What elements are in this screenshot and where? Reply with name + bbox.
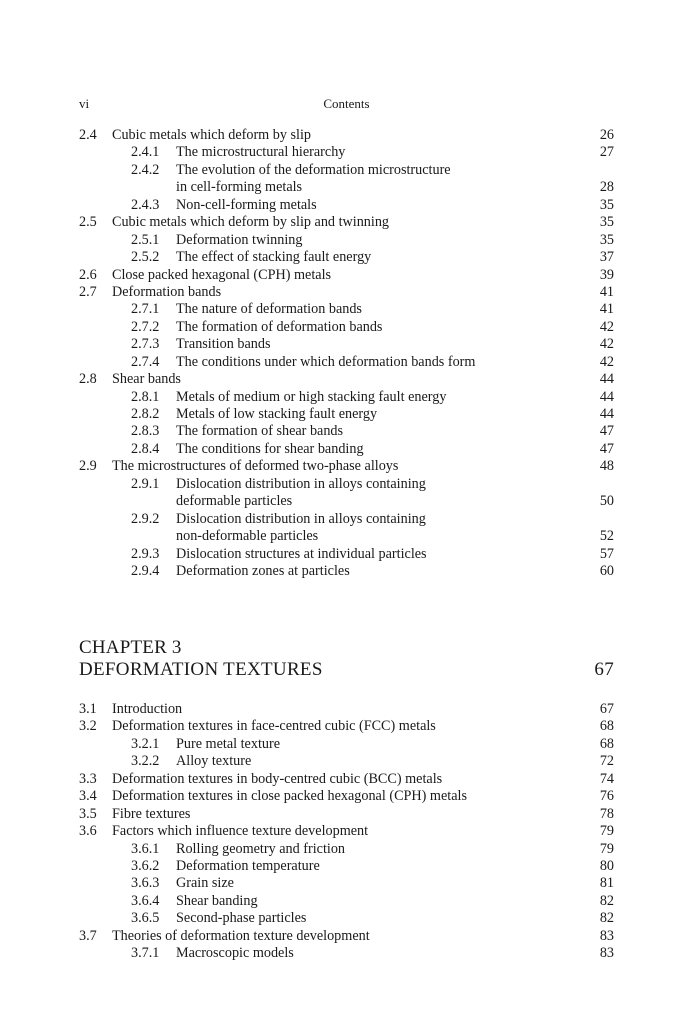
toc-entry xyxy=(79,893,614,910)
toc-entry-page: 76 xyxy=(599,788,614,805)
toc-entry-number: 3.6.4 xyxy=(131,892,160,909)
toc-entry-number: 2.7.4 xyxy=(131,353,160,370)
toc-entry-page: 74 xyxy=(599,770,614,787)
toc-entry-title: Deformation temperature xyxy=(176,857,320,874)
toc-entry-page: 68 xyxy=(599,718,614,735)
toc-entry-title: Cubic metals which deform by slip and twinning xyxy=(112,214,390,231)
toc-section-chapter-2 xyxy=(79,127,614,580)
chapter-heading xyxy=(79,637,614,681)
toc-entry-title: Factors which influence texture development xyxy=(112,823,369,840)
toc-entry-title: Cubic metals which deform by slip xyxy=(112,127,311,143)
toc-entry xyxy=(79,736,614,753)
toc-entry-title: Transition bands xyxy=(176,336,271,353)
toc-entry-number: 3.2.2 xyxy=(131,753,160,770)
toc-entry-page: 47 xyxy=(599,440,614,457)
toc-entry-page: 79 xyxy=(599,823,614,840)
toc-entry xyxy=(79,162,614,179)
toc-entry-title: The microstructural hierarchy xyxy=(176,144,346,161)
chapter-label: CHAPTER 3 xyxy=(79,637,182,658)
toc-entry-number: 3.6.3 xyxy=(131,875,160,892)
toc-entry-page: 82 xyxy=(599,910,614,927)
toc-entry-number: 2.8.2 xyxy=(131,406,160,422)
toc-entry-number: 2.4.3 xyxy=(131,196,160,213)
toc-entry-page: 35 xyxy=(599,196,614,213)
toc-entry-page: 28 xyxy=(599,179,614,196)
toc-entry-page: 39 xyxy=(599,266,614,283)
toc-entry xyxy=(79,788,614,805)
toc-entry-number: 3.6.1 xyxy=(131,840,160,857)
toc-entry-title: The formation of shear bands xyxy=(176,423,344,440)
toc-entry xyxy=(79,546,614,563)
toc-section-chapter-3 xyxy=(79,701,614,963)
toc-entry-title: Introduction xyxy=(112,701,183,717)
toc-entry-title: The effect of stacking fault energy xyxy=(176,249,372,266)
toc-entry-number: 2.9 xyxy=(79,458,97,475)
toc-entry-title: Theories of deformation texture development xyxy=(112,927,370,944)
toc-entry xyxy=(79,493,614,510)
toc-entry-title: The conditions for shear banding xyxy=(176,440,364,457)
toc-entry xyxy=(79,354,614,371)
toc-entry-number: 2.7 xyxy=(79,283,97,300)
toc-entry xyxy=(79,127,614,144)
toc-entry xyxy=(79,528,614,545)
toc-entry xyxy=(79,371,614,388)
toc-entry xyxy=(79,389,614,406)
toc-entry xyxy=(79,144,614,161)
toc-entry xyxy=(79,476,614,493)
toc-entry-number: 2.9.3 xyxy=(131,545,160,562)
toc-entry-number: 3.7 xyxy=(79,927,97,944)
toc-entry-title: Non-cell-forming metals xyxy=(176,196,317,213)
toc-entry-number: 3.6 xyxy=(79,823,97,840)
toc-entry-number: 2.7.1 xyxy=(131,301,160,318)
toc-entry xyxy=(79,928,614,945)
toc-entry-number: 2.5.1 xyxy=(131,231,160,248)
toc-entry xyxy=(79,841,614,858)
toc-entry-number: 2.5.2 xyxy=(131,249,160,266)
toc-entry-page: 44 xyxy=(599,406,614,422)
toc-entry-number: 3.6.5 xyxy=(131,910,160,927)
toc-entry-number: 2.8.1 xyxy=(131,388,160,405)
toc-entry xyxy=(79,423,614,440)
toc-entry-title: Close packed hexagonal (CPH) metals xyxy=(112,266,332,283)
toc-entry-number: 3.7.1 xyxy=(131,945,160,962)
toc-entry-number: 2.4 xyxy=(79,127,97,143)
toc-entry-page: 80 xyxy=(599,857,614,874)
toc-entry xyxy=(79,267,614,284)
toc-entry-number: 3.3 xyxy=(79,770,97,787)
toc-entry-number: 2.4.2 xyxy=(131,161,160,178)
toc-entry-number: 2.4.1 xyxy=(131,144,160,161)
toc-entry-number: 2.9.1 xyxy=(131,475,160,492)
toc-entry xyxy=(79,875,614,892)
toc-entry xyxy=(79,718,614,735)
toc-entry-number: 3.2 xyxy=(79,718,97,735)
toc-entry-page: 50 xyxy=(599,493,614,510)
running-title: Contents xyxy=(323,96,370,111)
toc-entry-page: 26 xyxy=(599,127,614,143)
toc-entry xyxy=(79,458,614,475)
toc-entry-title: Second-phase particles xyxy=(176,910,307,927)
toc-entry-title: Deformation bands xyxy=(112,283,222,300)
toc-entry-page: 67 xyxy=(599,701,614,717)
toc-entry-number: 2.8.4 xyxy=(131,440,160,457)
page-header xyxy=(79,96,614,114)
toc-entry-title: non-deformable particles xyxy=(176,528,319,545)
toc-entry-title: Pure metal texture xyxy=(176,735,281,752)
toc-entry-page: 83 xyxy=(599,945,614,962)
toc-entry-page: 81 xyxy=(599,875,614,892)
page-folio: vi xyxy=(79,96,90,111)
toc-entry-title: deformable particles xyxy=(176,493,293,510)
toc-entry-number: 3.2.1 xyxy=(131,735,160,752)
toc-entry xyxy=(79,406,614,423)
toc-entry xyxy=(79,945,614,962)
toc-entry-page: 27 xyxy=(599,144,614,161)
toc-entry-title: Shear banding xyxy=(176,892,258,909)
toc-entry xyxy=(79,563,614,580)
chapter-page-number: 67 xyxy=(594,659,614,680)
toc-entry-title: Metals of medium or high stacking fault energy xyxy=(176,388,447,405)
toc-entry-title: Dislocation distribution in alloys containing xyxy=(176,510,426,527)
toc-entry-title: The conditions under which deformation bands form xyxy=(176,353,476,370)
chapter-title: DEFORMATION TEXTURES xyxy=(79,659,323,680)
toc-entry-title: The formation of deformation bands xyxy=(176,318,383,335)
toc-entry-number: 2.8.3 xyxy=(131,423,160,440)
toc-entry xyxy=(79,249,614,266)
toc-entry-page: 52 xyxy=(599,528,614,545)
toc-entry-page: 48 xyxy=(599,458,614,475)
toc-entry-page: 83 xyxy=(599,927,614,944)
toc-entry xyxy=(79,823,614,840)
toc-entry xyxy=(79,511,614,528)
toc-entry xyxy=(79,232,614,249)
toc-entry-title: Alloy texture xyxy=(176,753,252,770)
toc-entry-number: 2.7.2 xyxy=(131,318,160,335)
toc-entry xyxy=(79,858,614,875)
toc-entry-page: 41 xyxy=(599,301,614,318)
toc-entry-page: 79 xyxy=(599,840,614,857)
toc-entry xyxy=(79,806,614,823)
toc-entry xyxy=(79,284,614,301)
toc-entry-title: The evolution of the deformation microstructure xyxy=(176,161,451,178)
toc-entry-page: 42 xyxy=(599,336,614,353)
toc-entry xyxy=(79,753,614,770)
toc-entry-title: Grain size xyxy=(176,875,234,892)
toc-entry-title: Shear bands xyxy=(112,371,181,388)
toc-entry-page: 57 xyxy=(599,545,614,562)
toc-entry-title: Deformation textures in body-centred cubic (BCC) metals xyxy=(112,770,443,787)
toc-entry-title: The nature of deformation bands xyxy=(176,301,362,318)
toc-entry-page: 78 xyxy=(599,805,614,822)
toc-entry-title: Rolling geometry and friction xyxy=(176,840,346,857)
toc-entry-page: 44 xyxy=(599,371,614,388)
toc-entry-title: Dislocation distribution in alloys containing xyxy=(176,475,426,492)
toc-entry-page: 42 xyxy=(599,318,614,335)
toc-entry-page: 68 xyxy=(599,735,614,752)
toc-entry xyxy=(79,910,614,927)
toc-entry-page: 47 xyxy=(599,423,614,440)
toc-entry-number: 2.8 xyxy=(79,371,97,388)
toc-entry-number: 3.1 xyxy=(79,701,97,717)
toc-entry xyxy=(79,319,614,336)
toc-entry-number: 3.5 xyxy=(79,805,97,822)
toc-entry-page: 42 xyxy=(599,353,614,370)
toc-entry xyxy=(79,701,614,718)
toc-entry-number: 2.7.3 xyxy=(131,336,160,353)
toc-entry xyxy=(79,441,614,458)
toc-entry-page: 82 xyxy=(599,892,614,909)
toc-entry-number: 2.9.2 xyxy=(131,510,160,527)
toc-entry-title: Dislocation structures at individual particles xyxy=(176,545,427,562)
toc-entry-page: 35 xyxy=(599,231,614,248)
toc-entry xyxy=(79,336,614,353)
toc-entry-number: 2.5 xyxy=(79,214,97,231)
toc-entry-title: Deformation zones at particles xyxy=(176,562,350,579)
toc-entry-title: Macroscopic models xyxy=(176,945,294,962)
toc-entry-page: 60 xyxy=(599,562,614,579)
toc-entry-page: 72 xyxy=(599,753,614,770)
toc-entry-title: Fibre textures xyxy=(112,805,191,822)
chapter-title-line xyxy=(79,659,614,681)
toc-entry xyxy=(79,197,614,214)
toc-entry xyxy=(79,301,614,318)
toc-entry-number: 2.6 xyxy=(79,266,97,283)
toc-entry-title: Deformation textures in close packed hexagonal (CPH) metals xyxy=(112,788,467,805)
toc-entry-number: 3.4 xyxy=(79,788,97,805)
toc-entry-number: 2.9.4 xyxy=(131,562,160,579)
toc-entry-page: 44 xyxy=(599,388,614,405)
toc-entry-page: 37 xyxy=(599,249,614,266)
toc-entry-title: Deformation twinning xyxy=(176,231,303,248)
toc-entry xyxy=(79,771,614,788)
toc-entry-number: 3.6.2 xyxy=(131,857,160,874)
toc-entry-page: 35 xyxy=(599,214,614,231)
toc-entry-title: The microstructures of deformed two-phase alloys xyxy=(112,458,399,475)
toc-entry-page: 41 xyxy=(599,283,614,300)
toc-entry-title: in cell-forming metals xyxy=(176,179,303,196)
toc-entry-title: Deformation textures in face-centred cubic (FCC) metals xyxy=(112,718,436,735)
toc-entry-title: Metals of low stacking fault energy xyxy=(176,406,378,422)
toc-entry xyxy=(79,179,614,196)
toc-entry xyxy=(79,214,614,231)
